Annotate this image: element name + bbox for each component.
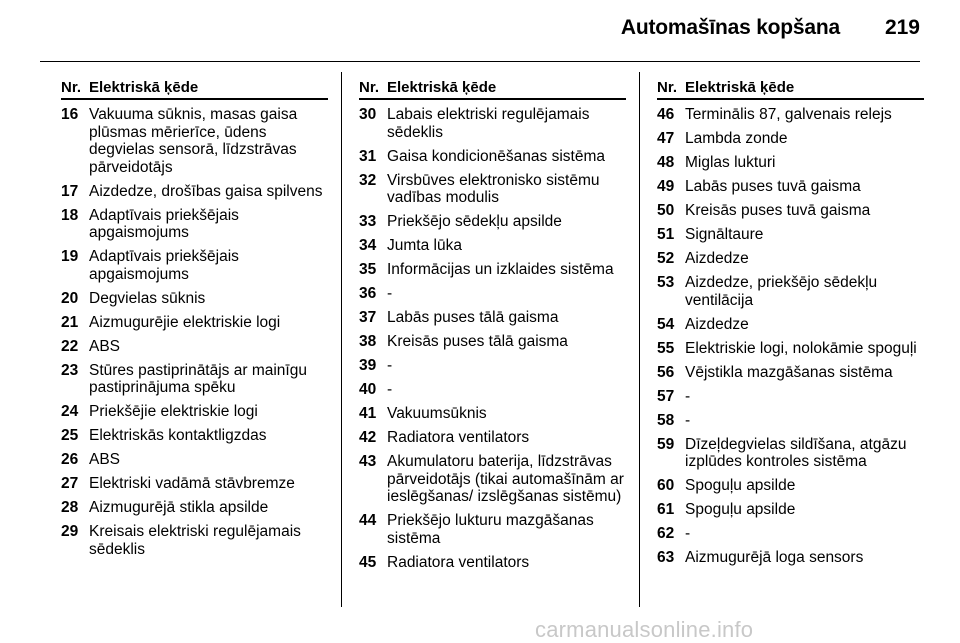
fuse-number: 42 [359, 429, 377, 446]
header-nr: Nr. [657, 79, 678, 96]
circuit-description: Miglas lukturi [685, 154, 776, 171]
table-row [657, 178, 924, 196]
fuse-number: 50 [657, 202, 675, 219]
circuit-description: Labās puses tālā gaisma [387, 309, 559, 326]
table-row [359, 148, 626, 166]
table-row [657, 274, 924, 309]
fuse-number: 56 [657, 363, 675, 381]
table-row [61, 362, 328, 397]
fuse-number: 57 [657, 387, 675, 405]
circuit-description: Labās puses tuvā gaisma [685, 178, 861, 195]
fuse-number: 16 [61, 106, 79, 123]
circuit-description: - [685, 387, 691, 405]
fuse-number: 17 [61, 182, 79, 200]
fuse-number: 20 [61, 289, 79, 307]
fuse-table-column-3 [657, 79, 924, 573]
fuse-number: 54 [657, 315, 675, 333]
fuse-number: 53 [657, 274, 675, 291]
table-row [61, 451, 328, 469]
table-row [61, 475, 328, 493]
circuit-description: Aizdedze, priekšējo sēdekļu ventilācija [685, 274, 878, 309]
table-row [61, 248, 328, 283]
circuit-description: - [685, 525, 691, 542]
table-row [359, 285, 626, 303]
table-row [657, 388, 924, 406]
circuit-description: Signāltaure [685, 226, 764, 243]
circuit-description: Priekšējo lukturu mazgāšanas sistēma [387, 512, 594, 547]
table-rows [359, 106, 626, 571]
circuit-description: Radiatora ventilators [387, 553, 530, 571]
fuse-number: 59 [657, 435, 675, 453]
fuse-number: 31 [359, 147, 377, 165]
fuse-number: 25 [61, 427, 79, 444]
fuse-number: 61 [657, 501, 675, 518]
fuse-number: 35 [359, 261, 377, 278]
circuit-description: Elektriskās kontaktligzdas [89, 427, 267, 444]
fuse-number: 18 [61, 206, 79, 224]
table-row [657, 154, 924, 172]
fuse-number: 28 [61, 499, 79, 516]
fuse-number: 37 [359, 309, 377, 326]
circuit-description: Informācijas un izklaides sistēma [387, 261, 614, 278]
table-row [359, 172, 626, 207]
fuse-number: 55 [657, 339, 675, 357]
table-row [657, 549, 924, 567]
fuse-number: 62 [657, 525, 675, 542]
circuit-description: Adaptīvais priekšējais apgaismojums [89, 248, 239, 283]
table-row [359, 106, 626, 141]
fuse-number: 46 [657, 106, 675, 123]
table-row [657, 477, 924, 495]
circuit-description: - [387, 285, 393, 302]
circuit-description: Vakuumsūknis [387, 405, 487, 422]
fuse-number: 39 [359, 357, 377, 374]
circuit-description: Kreisās puses tālā gaisma [387, 333, 568, 350]
fuse-number: 49 [657, 178, 675, 195]
table-header [61, 79, 328, 100]
circuit-description: ABS [89, 337, 121, 355]
circuit-description: Stūres pastiprinātājs ar mainīgu pastiprinājuma spēku [89, 361, 307, 396]
table-row [657, 130, 924, 148]
circuit-description: Degvielas sūknis [89, 289, 206, 307]
circuit-description: Jumta lūka [387, 237, 462, 254]
fuse-number: 27 [61, 475, 79, 492]
table-row [657, 364, 924, 382]
header-nr: Nr. [359, 79, 380, 96]
table-header [359, 79, 626, 100]
table-row [61, 427, 328, 445]
fuse-number: 47 [657, 130, 675, 147]
table-row [61, 338, 328, 356]
circuit-description: - [387, 381, 393, 398]
circuit-description: Aizdedze [685, 315, 749, 333]
table-row [359, 237, 626, 255]
circuit-description: Aizdedze [685, 250, 749, 267]
table-row [359, 213, 626, 231]
header-nr: Nr. [61, 79, 82, 96]
header-label: Elektriskā ķēde [685, 79, 795, 96]
fuse-number: 32 [359, 171, 377, 189]
table-row [359, 309, 626, 327]
fuse-number: 43 [359, 453, 377, 470]
table-row [359, 512, 626, 547]
table-row [61, 106, 328, 176]
column-divider [341, 72, 342, 607]
circuit-description: Gaisa kondicionēšanas sistēma [387, 147, 605, 165]
table-row [359, 333, 626, 351]
circuit-description: ABS [89, 451, 121, 468]
fuse-number: 33 [359, 213, 377, 230]
circuit-description: Akumulatoru baterija, līdzstrāvas pārveidotājs (tikai automašīnām ar ieslēgšanas/ izslēgšanas sistēmu) [387, 453, 624, 505]
table-rows [657, 106, 924, 567]
circuit-description: Spoguļu apsilde [685, 501, 796, 518]
fuse-number: 40 [359, 381, 377, 398]
circuit-description: - [387, 357, 393, 374]
circuit-description: Kreisais elektriski regulējamais sēdeklis [89, 523, 301, 558]
page-number: 219 [884, 16, 920, 39]
fuse-number: 58 [657, 411, 675, 429]
table-row [61, 314, 328, 332]
column-divider [639, 72, 640, 607]
table-row [359, 261, 626, 279]
circuit-description: Priekšējie elektriskie logi [89, 403, 258, 420]
circuit-description: Kreisās puses tuvā gaisma [685, 202, 871, 219]
header-rule [40, 61, 920, 62]
table-row [657, 501, 924, 519]
table-row [359, 554, 626, 572]
table-row [359, 405, 626, 423]
fuse-table-column-2 [359, 79, 626, 578]
table-row [61, 183, 328, 201]
circuit-description: Elektriskie logi, nolokāmie spoguļi [685, 339, 917, 357]
table-row [359, 381, 626, 399]
circuit-description: Vējstikla mazgāšanas sistēma [685, 363, 893, 381]
fuse-number: 19 [61, 248, 79, 265]
fuse-number: 51 [657, 226, 675, 243]
fuse-number: 23 [61, 361, 79, 379]
fuse-number: 52 [657, 250, 675, 267]
fuse-number: 41 [359, 405, 377, 422]
watermark: carmanualsonline.info [535, 617, 754, 642]
circuit-description: Terminālis 87, galvenais relejs [685, 106, 892, 123]
circuit-description: Adaptīvais priekšējais apgaismojums [89, 206, 239, 241]
circuit-description: Virsbūves elektronisko sistēmu vadības modulis [387, 171, 600, 206]
circuit-description: Aizmugurējā stikla apsilde [89, 499, 269, 516]
table-row [657, 316, 924, 334]
table-row [61, 403, 328, 421]
fuse-number: 24 [61, 403, 79, 420]
table-row [61, 499, 328, 517]
table-row [657, 106, 924, 124]
header-label: Elektriskā ķēde [89, 79, 199, 96]
circuit-description: Spoguļu apsilde [685, 477, 796, 494]
table-row [61, 207, 328, 242]
fuse-number: 36 [359, 285, 377, 302]
fuse-number: 44 [359, 512, 377, 529]
table-row [657, 412, 924, 430]
table-row [359, 357, 626, 375]
table-row [657, 226, 924, 244]
circuit-description: Priekšējo sēdekļu apsilde [387, 213, 562, 230]
table-row [359, 453, 626, 506]
fuse-number: 30 [359, 106, 377, 123]
circuit-description: Aizdedze, drošības gaisa spilvens [89, 182, 323, 200]
table-row [61, 523, 328, 558]
table-rows [61, 106, 328, 558]
fuse-number: 21 [61, 313, 79, 331]
fuse-number: 45 [359, 553, 377, 571]
fuse-number: 34 [359, 237, 377, 254]
circuit-description: Vakuuma sūknis, masas gaisa plūsmas mērierīce, ūdens degvielas sensorā, līdzstrāvas pārveidotājs [89, 106, 298, 176]
fuse-number: 22 [61, 337, 79, 355]
fuse-number: 26 [61, 451, 79, 468]
table-row [657, 250, 924, 268]
table-row [657, 202, 924, 220]
circuit-description: Lambda zonde [685, 130, 788, 147]
circuit-description: Radiatora ventilators [387, 429, 530, 446]
table-row [657, 525, 924, 543]
table-row [657, 340, 924, 358]
fuse-number: 63 [657, 549, 675, 566]
circuit-description: Labais elektriski regulējamais sēdeklis [387, 106, 590, 141]
section-title: Automašīnas kopšana [620, 16, 840, 39]
table-row [359, 429, 626, 447]
circuit-description: Aizmugurējā loga sensors [685, 549, 864, 566]
circuit-description: Elektriski vadāmā stāvbremze [89, 475, 295, 492]
table-header [657, 79, 924, 100]
circuit-description: Aizmugurējie elektriskie logi [89, 313, 281, 331]
fuse-number: 48 [657, 154, 675, 171]
table-row [657, 436, 924, 471]
table-row [61, 290, 328, 308]
fuse-number: 38 [359, 333, 377, 350]
fuse-number: 29 [61, 523, 79, 540]
fuse-table-column-1 [61, 79, 328, 565]
circuit-description: Dīzeļdegvielas sildīšana, atgāzu izplūdes kontroles sistēma [685, 435, 907, 470]
header-label: Elektriskā ķēde [387, 79, 497, 96]
circuit-description: - [685, 411, 691, 429]
fuse-number: 60 [657, 477, 675, 494]
